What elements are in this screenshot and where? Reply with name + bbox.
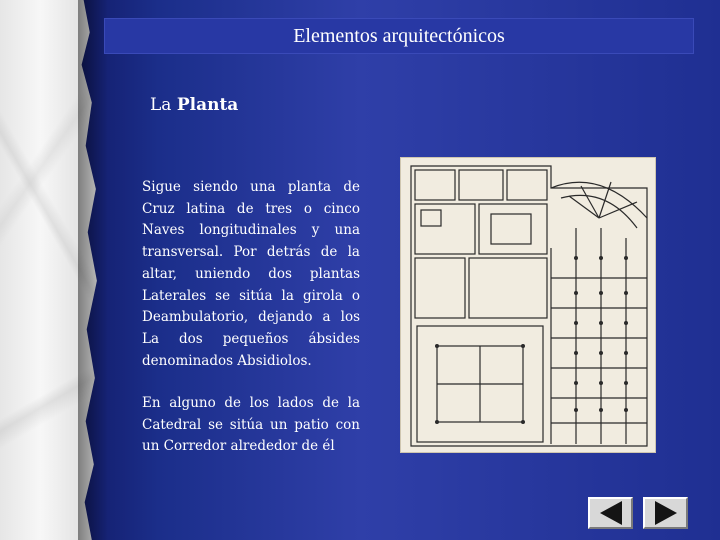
heading-prefix: La xyxy=(150,95,177,115)
paragraph-floor-plan: Sigue siendo una planta de Cruz latina de tres o cinco Naves longitudinales y una transversal. Por detrás de la altar, uniendo dos plantas Laterales se sitúa la girola o Deambulatorio, dejando a los La dos pequeños ábsides denominados Absidiolos. xyxy=(142,179,360,369)
previous-slide-button[interactable] xyxy=(588,497,633,529)
section-heading xyxy=(150,95,238,115)
slide-title-bar xyxy=(104,18,694,54)
triangle-right-icon xyxy=(655,501,677,525)
heading-bold: Planta xyxy=(176,95,239,115)
cathedral-floor-plan-image xyxy=(400,157,656,453)
marble-border-decoration xyxy=(0,0,102,540)
next-slide-button[interactable] xyxy=(643,497,688,529)
floor-plan-drawing xyxy=(401,158,656,453)
slide-title: Elementos arquitectónicos xyxy=(293,24,505,47)
triangle-left-icon xyxy=(600,501,622,525)
paragraph-cloister: En alguno de los lados de la Catedral se sitúa un patio con un Corredor alrededor de él xyxy=(142,395,360,455)
